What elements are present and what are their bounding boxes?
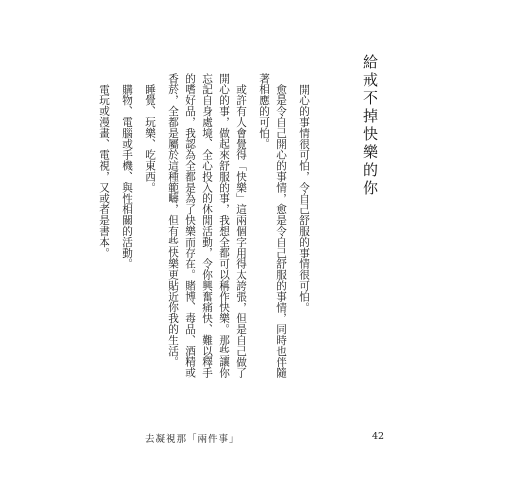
- page-number: 42: [372, 431, 385, 442]
- body-text: [89, 73, 312, 387]
- paragraph: 睡覺、玩樂、吃東西。: [144, 83, 156, 193]
- paragraph: 購物、電腦或手機、與性相關的活動。: [121, 83, 133, 269]
- paragraph: 電玩或漫畫、電視，又或者是書本。: [98, 83, 110, 258]
- running-footer-title: 去凝視那「兩件事」: [145, 434, 240, 445]
- chapter-title: 給戒不掉快樂的你: [361, 54, 379, 198]
- paragraph: 或許有人會覺得「快樂」這兩個字用得太誇張，但是自己做了開心的事，做起來舒服的事，我想全都可以稱作快樂。那些讓你忘記自身處境、全心投入的休閒活動，令你興奮痛快、難以釋手的嗜好品，我認為全都是為了快樂而存在。賭博、毒品、酒精或香菸，全都是屬於這種範疇，但有些快樂更貼近你我的生活。: [167, 73, 247, 379]
- paragraph: 開心的事情很可怕，令自己舒服的事情很可怕。: [298, 83, 310, 313]
- paragraph: 愈是令自己開心的事情，愈是令自己舒服的事情，同時也伴隨著相應的可怕。: [258, 73, 287, 378]
